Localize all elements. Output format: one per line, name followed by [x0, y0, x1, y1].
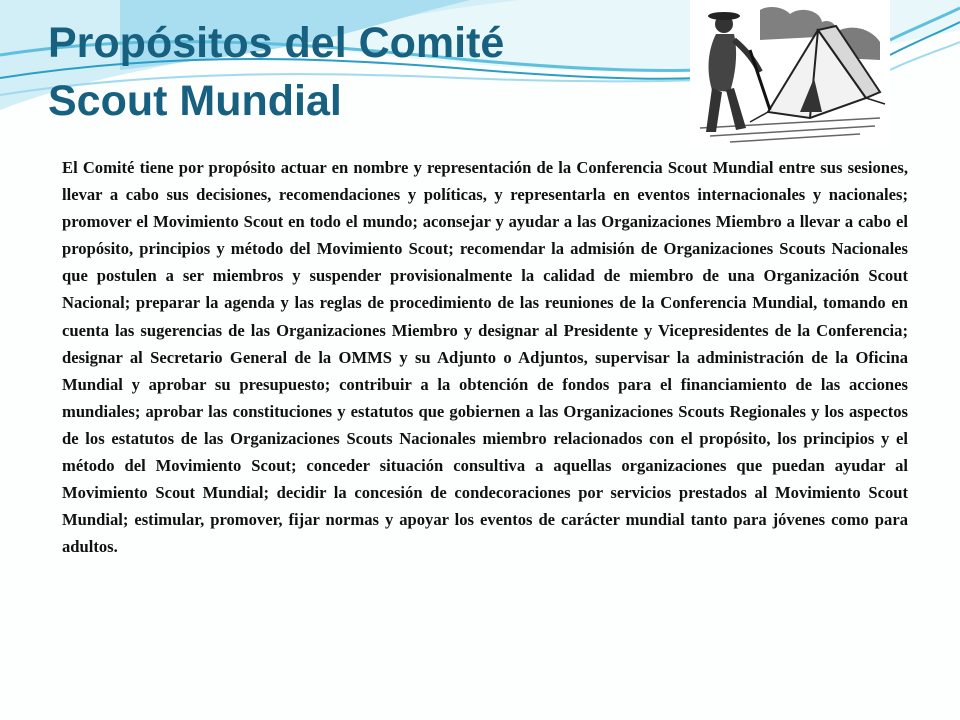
scout-camp-illustration-icon [690, 0, 890, 148]
body-paragraph: El Comité tiene por propósito actuar en nombre y representación de la Conferencia Scout Mundial entre sus sesiones, llevar a cabo sus decisiones, recomendaciones y políticas, y representarla en eventos internacionales y nacionales; promover el Movimiento Scout en todo el mundo; aconsejar y ayudar a las Organizaciones Miembro a llevar a cabo el propósito, principios y método del Movimiento Scout; recomendar la admisión de Organizaciones Scouts Nacionales que postulen a ser miembros y suspender provisionalmente la calidad de miembro de una Organización Scout Nacional; preparar la agenda y las reglas de procedimiento de las reuniones de la Conferencia Mundial, tomando en cuenta las sugerencias de las Organizaciones Miembro y designar al Presidente y Vicepresidentes de la Conferencia; designar al Secretario General de la OMMS y su Adjunto o Adjuntos, supervisar la administración de la Oficina Mundial y aprobar su presupuesto; contribuir a la obtención de fondos para el financiamiento de las acciones mundiales; aprobar las constituciones y estatutos que gobiernen a las Organizaciones Scouts Regionales y los aspectos de los estatutos de las Organizaciones Scouts Nacionales miembro relacionados con el propósito, los principios y el método del Movimiento Scout; conceder situación consultiva a aquellas organizaciones que puedan ayudar al Movimiento Scout Mundial; decidir la concesión de condecoraciones por servicios prestados al Movimiento Scout Mundial; estimular, promover, fijar normas y apoyar los eventos de carácter mundial tanto para jóvenes como para adultos. [62, 158, 908, 557]
title-line-2: Scout Mundial [48, 77, 342, 125]
page-title [48, 14, 668, 130]
title-line-1: Propósitos del Comité [48, 19, 505, 67]
